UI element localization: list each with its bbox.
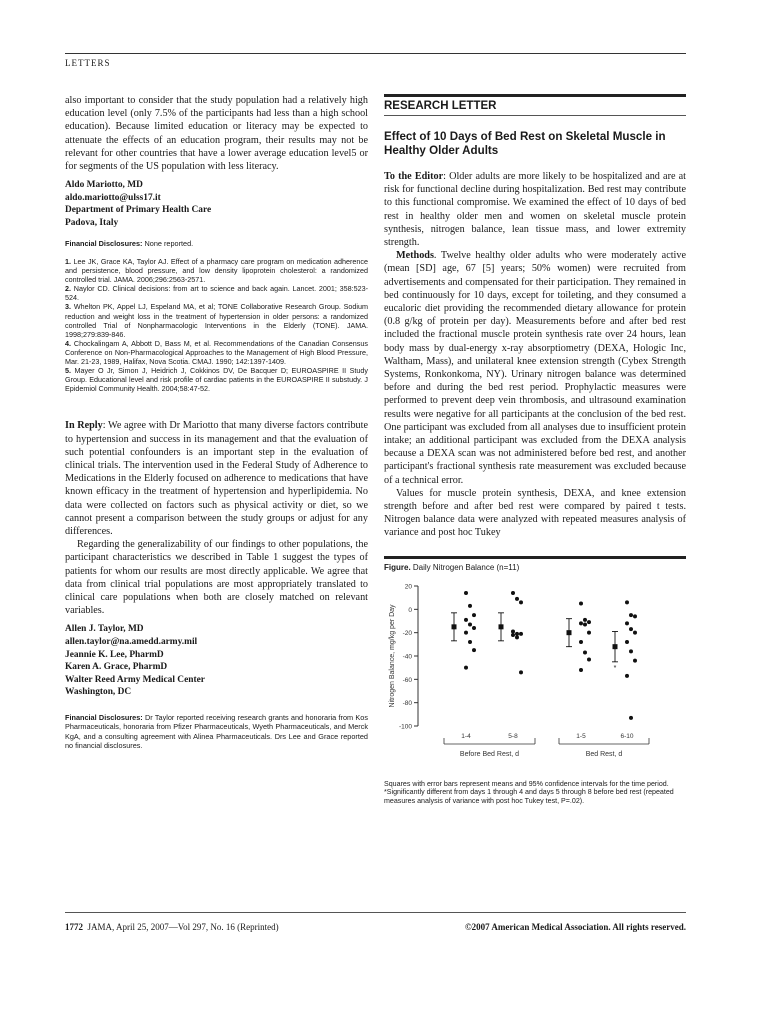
y-axis-label: Nitrogen Balance, mg/kg per Day — [389, 604, 396, 708]
editor-paragraph — [384, 170, 686, 249]
data-point — [515, 635, 519, 639]
data-point — [625, 640, 629, 644]
y-tick-label: 20 — [404, 583, 412, 591]
mean-marker — [613, 644, 618, 649]
data-point — [583, 622, 587, 626]
top-rule — [65, 53, 686, 54]
ref-text: Lee JK, Grace KA, Taylor AJ. Effect of a pharmacy care program on medication adherence and persistence, blood pressure, and low density lipoprotein cholesterol: a randomized controlled trial. JAMA. 2006;296:2563-2571. — [65, 257, 368, 285]
financial-disclosures-2 — [65, 713, 368, 751]
reference-4 — [65, 339, 368, 366]
data-point — [579, 621, 583, 625]
data-point — [583, 618, 587, 622]
reply-paragraph — [65, 419, 368, 538]
reference-3 — [65, 302, 368, 338]
reference-list — [65, 257, 368, 393]
editor-text: : Older adults are more likely to be hospitalized and are at risk for functional decline during hospitalization. Bed rest may contribute to this functional compromise. We examined the effect of 10 days of bed rest in healthy older men and women on skeletal muscle protein synthesis, nitrogen balance, lean tissue mass, and lower extremity strength. — [384, 171, 686, 249]
left-paragraph-3: Regarding the generalizability of our findings to other populations, the participant characteristics we described in Table 1 suggest the types of patients for whom our results are most directly applicable. We agree that data from clinical trial populations are most appropriately translated to clinical care populations when both are closely matched on relevant variables. — [65, 539, 368, 617]
sig1-dept: Department of Primary Health Care — [65, 205, 212, 216]
mean-marker — [499, 624, 504, 629]
figure-rule — [384, 556, 686, 559]
data-point — [464, 630, 468, 634]
section-rule — [384, 94, 686, 97]
data-point — [519, 600, 523, 604]
ref-text: Chockalingam A, Abbott D, Bass M, et al. Recommendations of the Canadian Consensus Conference on Non-Pharmacological Approaches to the Management of High Blood Pressure, Mar. 21-23, 1989, Halifax, Nova Scotia. CMAJ. 1990; 142:1397-1409. — [65, 338, 368, 367]
data-point — [579, 601, 583, 605]
data-point — [633, 658, 637, 662]
data-point — [464, 665, 468, 669]
copyright: ©2007 American Medical Association. All rights reserved. — [464, 922, 686, 932]
ref-text: Naylor CD. Clinical decisions: from art to science and back again. Lancet. 2001; 358:523-524. — [65, 284, 368, 303]
methods-text: . Twelve healthy older adults who were moderately active (mean [SD] age, 67 [5] years; 50% women) were recruited from advertisements and compensated for their participation. They remained in bed continuously for 10 days, except for toileting, and they consumed a eucaloric diet providing the recommended dietary allowance for protein (0.8 g/kg of protein per day). Measurements before and after bed rest included the fractional muscle protein synthesis rate over 24 hours, lean body mass by dual-energy x-ray absorptiometry (DEXA, Hologic Inc, Waltham, Mass), and unilateral knee extension strength (Cybex Strength Systems, Ronkonkoma, NY). Urinary nitrogen balance was determined before and during the bed rest period. Prophylactic measures were performed to prevent deep vein thrombosis, and ultrasound examination results were negative for all participants at the conclusion of the bed rest. One participant was excluded from all analyses due to insufficient protein intake; an additional participant was excluded from the DEXA analysis because a DEXA scan was not administered before bed rest, and another participant's fractional synthesis rate measurement was excluded because of a technical error. — [384, 250, 686, 486]
figure — [384, 556, 686, 806]
ref-number: 3. — [65, 302, 71, 312]
sig1-location: Padova, Italy — [65, 218, 119, 228]
methods-paragraph — [384, 249, 686, 487]
sig2-email[interactable]: allen.taylor@na.amedd.army.mil — [65, 637, 198, 648]
figure-caption — [384, 563, 686, 572]
data-point — [587, 630, 591, 634]
values-paragraph: Values for muscle protein synthesis, DEXA, and knee extension strength before and after bed rest were compared by paired t tests. Nitrogen balance data were analyzed with repeated measures analysis of variance and post hoc Tukey — [384, 487, 686, 539]
reference-2 — [65, 284, 368, 302]
journal-citation: JAMA, April 25, 2007—Vol 297, No. 16 (Reprinted) — [87, 922, 279, 932]
x-tick-label: 1-4 — [461, 732, 471, 740]
fin2-text: Dr Taylor reported receiving research grants and honoraria from Kos Pharmaceuticals, honoraria from Pfizer Pharmaceuticals, Wyeth Pharmaceuticals, and Merck KgA, and a consulting agreement with Alinea Pharmaceuticals. Drs Lee and Grace reported no financial disclosures. — [65, 713, 368, 751]
data-point — [629, 627, 633, 631]
fin1-text: None reported. — [142, 238, 194, 248]
sig2-name-3: Karen A. Grace, PharmD — [65, 662, 168, 673]
y-tick-label: -40 — [402, 653, 412, 661]
reply-text: : We agree with Dr Mariotto that many diverse factors contribute to hypertension and success in its management and that the evaluation of such potential confounders is an important step in the evaluation of clinical trials. The intervention used in the Federal Study of Adherence to Medications in the Elderly focused on adherence to medications that have known efficacy in the treatment of hypertension and hyperlipidemia. No data were collected on factors such as physical activity or diet, so we cannot present a comparison between the study groups or adjust for any differences. — [65, 420, 368, 538]
mean-marker — [567, 630, 572, 635]
editor-label: To the Editor — [384, 171, 444, 182]
reference-5 — [65, 366, 368, 393]
figure-label: Figure. — [384, 562, 411, 572]
footer-citation — [65, 922, 279, 932]
data-point — [587, 620, 591, 624]
data-point — [472, 648, 476, 652]
sig2-institution: Walter Reed Army Medical Center — [65, 674, 205, 685]
data-point — [629, 649, 633, 653]
ref-number: 1. — [65, 257, 71, 266]
data-point — [468, 640, 472, 644]
figure-note-1: Squares with error bars represent means and 95% confidence intervals for the time period. — [384, 779, 669, 788]
signature-block-2 — [65, 623, 368, 699]
data-point — [464, 591, 468, 595]
data-point — [472, 626, 476, 630]
x-tick-label: 5-8 — [508, 732, 518, 740]
reference-1 — [65, 257, 368, 284]
x-tick-label: 1-5 — [576, 732, 586, 740]
financial-disclosures-1 — [65, 239, 368, 248]
sig1-name: Aldo Mariotto, MD — [65, 180, 143, 191]
nitrogen-balance-chart — [384, 576, 686, 776]
running-head: LETTERS — [65, 58, 111, 68]
sig2-name-2: Jeannie K. Lee, PharmD — [65, 649, 164, 660]
data-point — [472, 613, 476, 617]
data-point — [511, 629, 515, 633]
fin1-label: Financial Disclosures: — [65, 238, 143, 248]
y-tick-label: -60 — [402, 676, 412, 684]
data-point — [515, 597, 519, 601]
sig2-location: Washington, DC — [65, 687, 132, 698]
signature-block-1 — [65, 179, 368, 229]
data-point — [625, 674, 629, 678]
data-point — [587, 657, 591, 661]
data-point — [629, 613, 633, 617]
data-point — [468, 622, 472, 626]
ref-number: 4. — [65, 338, 71, 348]
data-point — [583, 650, 587, 654]
data-point — [625, 621, 629, 625]
data-point — [519, 632, 523, 636]
mean-marker — [452, 624, 457, 629]
ref-number: 5. — [65, 366, 71, 376]
data-point — [579, 668, 583, 672]
figure-title: Daily Nitrogen Balance (n=11) — [410, 562, 520, 572]
data-point — [629, 716, 633, 720]
sig2-name-1: Allen J. Taylor, MD — [65, 624, 144, 635]
section-heading: RESEARCH LETTER — [384, 100, 497, 112]
ref-number: 2. — [65, 284, 71, 294]
significance-marker: * — [613, 664, 617, 672]
data-point — [625, 600, 629, 604]
article-title: Effect of 10 Days of Bed Rest on Skeletal Muscle in Healthy Older Adults — [384, 130, 666, 157]
group-label: Bed Rest, d — [585, 750, 623, 758]
data-point — [633, 614, 637, 618]
data-point — [468, 604, 472, 608]
data-point — [464, 618, 468, 622]
methods-label: Methods — [396, 250, 434, 262]
data-point — [511, 633, 515, 637]
left-paragraph-1: also important to consider that the study population had a relatively high education level (only 7.5% of the participants had less than a high school education). Because limited education or literacy may be expected to attenuate the effects of an education program, their results may not be relevant for other countries that have a lower average education level5 or for segments of the US population with less literacy. — [65, 95, 368, 173]
y-tick-label: 0 — [408, 606, 412, 614]
data-point — [633, 630, 637, 634]
footer-rule — [65, 912, 686, 913]
x-tick-label: 6-10 — [620, 732, 634, 740]
data-point — [519, 670, 523, 674]
left-column — [65, 94, 368, 751]
section-underline — [384, 115, 686, 116]
reply-label: In Reply — [65, 420, 103, 432]
data-point — [579, 640, 583, 644]
y-tick-label: -80 — [402, 699, 412, 707]
data-point — [511, 591, 515, 595]
y-tick-label: -20 — [402, 629, 412, 637]
ref-text: Whelton PK, Appel LJ, Espeland MA, et al; TONE Collaborative Research Group. Sodium reduction and weight loss in the treatment of hypertension in older persons: a randomized controlled Trial of Nonpharmacologic Interventions in the Elderly (TONE). JAMA. 1998;279:839-846. — [65, 302, 369, 339]
fin2-label: Financial Disclosures: — [65, 713, 143, 723]
y-tick-label: -100 — [398, 723, 412, 731]
page-number: 1772 — [65, 922, 83, 932]
right-column — [384, 94, 686, 806]
ref-text: Mayer O Jr, Simon J, Heidrich J, Cokkinos DV, De Bacquer D; EUROASPIRE II Study Group. Educational level and risk profile of cardiac patients in the EUROASPIRE II substudy. J Epidemiol Community Health. 2004;58:47-52. — [65, 366, 368, 394]
figure-note-2: *Significantly different from days 1 through 4 and days 5 through 8 before bed rest (repeated measures analysis of variance with post hoc Tukey test, P=.02). — [384, 788, 674, 806]
data-point — [515, 632, 519, 636]
sig1-email[interactable]: aldo.mariotto@ulss17.it — [65, 192, 161, 203]
group-label: Before Bed Rest, d — [459, 750, 520, 758]
